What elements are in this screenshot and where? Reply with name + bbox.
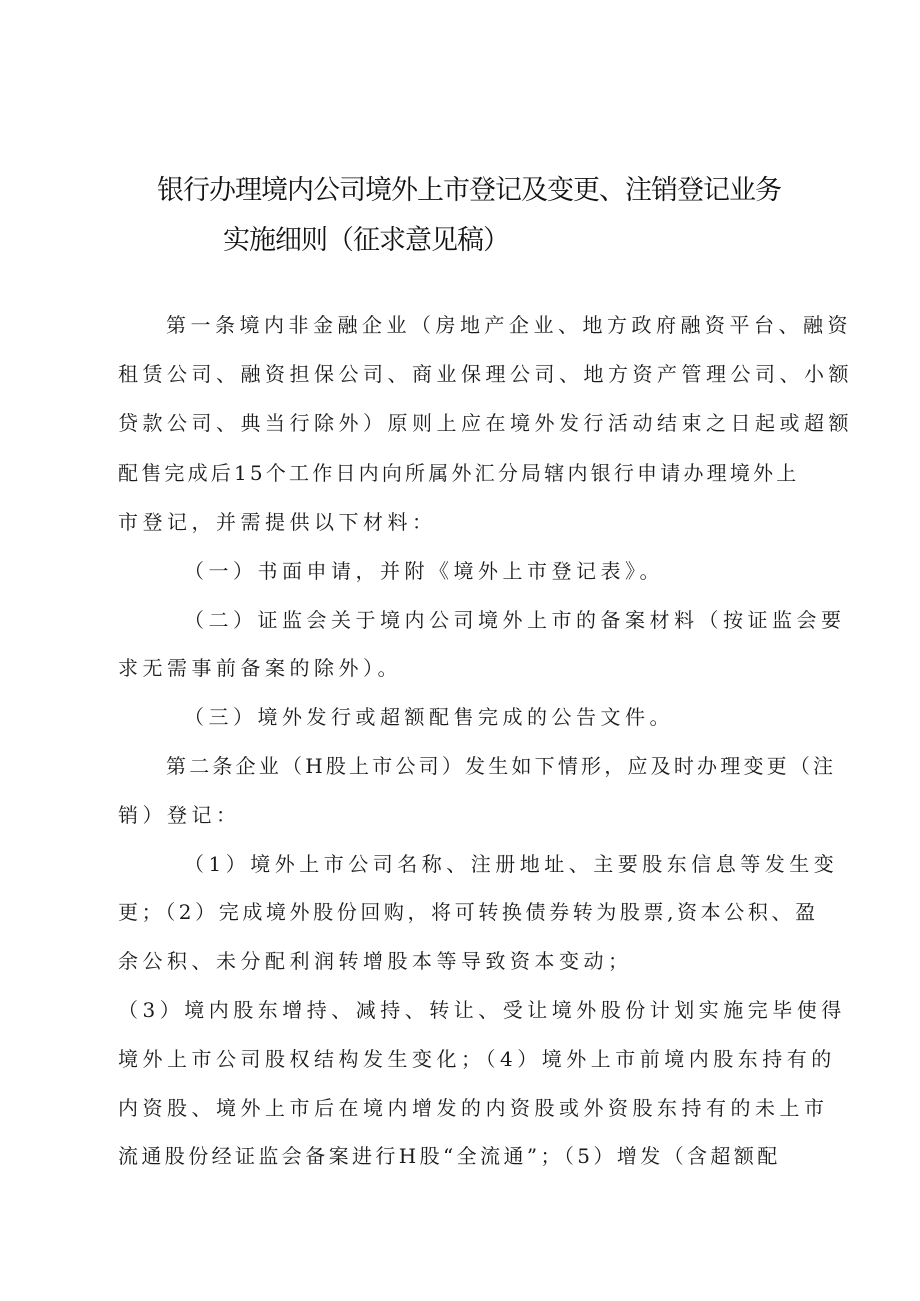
paragraph-line: 内资股、境外上市后在境内增发的内资股或外资股东持有的未上市 (118, 1096, 829, 1120)
paragraph-line: 余公积、未分配利润转增股本等导致资本变动； (118, 949, 633, 973)
paragraph-line: 更；（2）完成境外股份回购，将可转换债券转为股票,资本公积、盈 (118, 900, 819, 924)
document-title-line-2: 实施细则（征求意见稿） (223, 225, 509, 256)
paragraph-line: 市登记，并需提供以下材料： (118, 510, 437, 534)
paragraph-line: 流通股份经证监会备案进行H股“全流通”；（5）增发（含超额配 (118, 1144, 781, 1168)
document-title-line-1: 银行办理境内公司境外上市登记及变更、注销登记业务 (157, 175, 781, 206)
paragraph-line: 第二条企业（H股上市公司）发生如下情形，应及时办理变更（注 (166, 754, 837, 778)
paragraph-line: 销）登记： (118, 803, 241, 827)
paragraph-line: （1）境外上市公司名称、注册地址、主要股东信息等发生变 (184, 852, 839, 876)
list-item: （二）证监会关于境内公司境外上市的备案材料（按证监会要 (184, 608, 846, 632)
paragraph-line: （3）境内股东增持、减持、转让、受让境外股份计划实施完毕使得 (118, 998, 846, 1022)
list-item: （三）境外发行或超额配售完成的公告文件。 (184, 705, 674, 729)
paragraph-line: 第一条境内非金融企业（房地产企业、地方政府融资平台、融资 (166, 313, 852, 337)
list-item: 求无需事前备案的除外）。 (118, 656, 402, 680)
list-item: （一）书面申请，并附《境外上市登记表》。 (184, 559, 664, 583)
paragraph-line: 贷款公司、典当行除外）原则上应在境外发行活动结束之日起或超额 (118, 411, 853, 435)
paragraph-line: 租赁公司、融资担保公司、商业保理公司、地方资产管理公司、小额 (118, 362, 853, 386)
paragraph-line: 境外上市公司股权结构发生变化；（4）境外上市前境内股东持有的 (118, 1047, 836, 1071)
paragraph-line: 配售完成后15个工作日内向所属外汇分局辖内银行申请办理境外上 (118, 461, 800, 485)
